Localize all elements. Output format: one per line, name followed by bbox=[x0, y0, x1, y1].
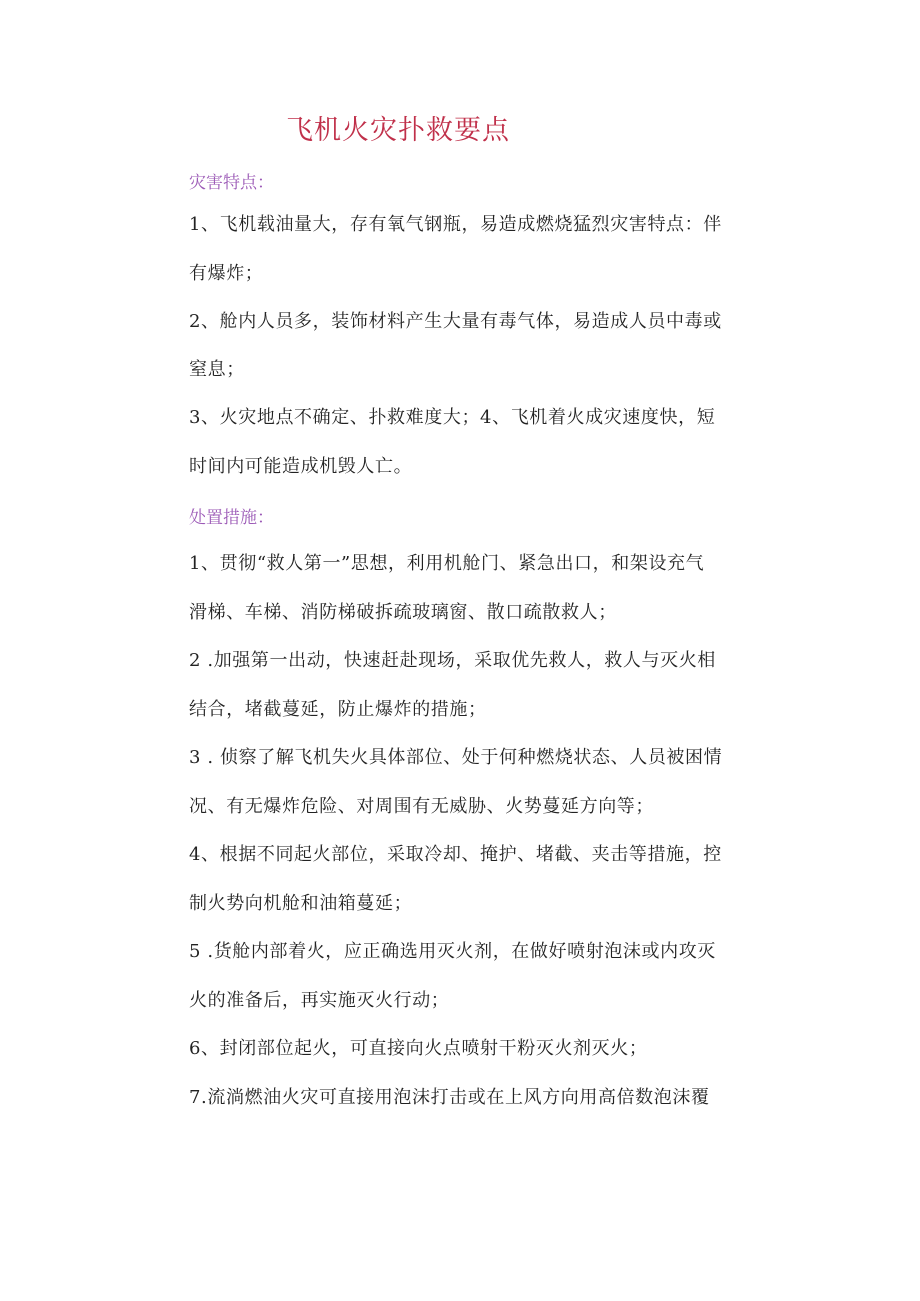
section-heading-measures: 处置措施： bbox=[189, 508, 274, 528]
paragraph-line: 火的准备后，再实施灭火行动； bbox=[189, 990, 450, 1011]
paragraph-line: 4、根据不同起火部位，采取冷却、掩护、堵截、夹击等措施，控 bbox=[189, 844, 722, 865]
paragraph-line: 6、封闭部位起火，可直接向火点喷射干粉灭火剂灭火； bbox=[189, 1038, 648, 1059]
page-title: 飞机火灾扑救要点 bbox=[286, 115, 510, 146]
paragraph-line: 3 . 侦察了解飞机失火具体部位、处于何种燃烧状态、人员被困情 bbox=[189, 747, 723, 768]
paragraph-line: 1、贯彻“救人第一”思想，利用机舱门、紧急出口，和架设充气 bbox=[189, 553, 705, 574]
paragraph-line: 结合，堵截蔓延，防止爆炸的措施； bbox=[189, 699, 487, 720]
paragraph-line: 况、有无爆炸危险、对周围有无威胁、火势蔓延方向等； bbox=[189, 796, 654, 817]
paragraph-line: 有爆炸； bbox=[189, 263, 264, 284]
paragraph-line: 制火势向机舱和油箱蔓延； bbox=[189, 893, 413, 914]
paragraph-line: 时间内可能造成机毁人亡。 bbox=[189, 456, 413, 477]
paragraph-line: 滑梯、车梯、消防梯破拆疏玻璃窗、散口疏散救人； bbox=[189, 602, 617, 623]
paragraph-line: 2 .加强第一出动，快速赶赴现场，采取优先救人，救人与灭火相 bbox=[189, 650, 716, 671]
paragraph-line: 窒息； bbox=[189, 359, 245, 380]
paragraph-line: 1、飞机载油量大，存有氧气钢瓶，易造成燃烧猛烈灾害特点：伴 bbox=[189, 214, 722, 235]
section-heading-hazard-features: 灾害特点： bbox=[189, 173, 274, 193]
paragraph-line: 7.流淌燃油火灾可直接用泡沫打击或在上风方向用高倍数泡沫覆 bbox=[189, 1087, 710, 1108]
paragraph-line: 3、火灾地点不确定、扑救难度大；4、飞机着火成灾速度快，短 bbox=[189, 407, 716, 428]
paragraph-line: 2、舱内人员多，装饰材料产生大量有毒气体，易造成人员中毒或 bbox=[189, 311, 722, 332]
paragraph-line: 5 .货舱内部着火，应正确选用灭火剂，在做好喷射泡沫或内攻灭 bbox=[189, 941, 716, 962]
